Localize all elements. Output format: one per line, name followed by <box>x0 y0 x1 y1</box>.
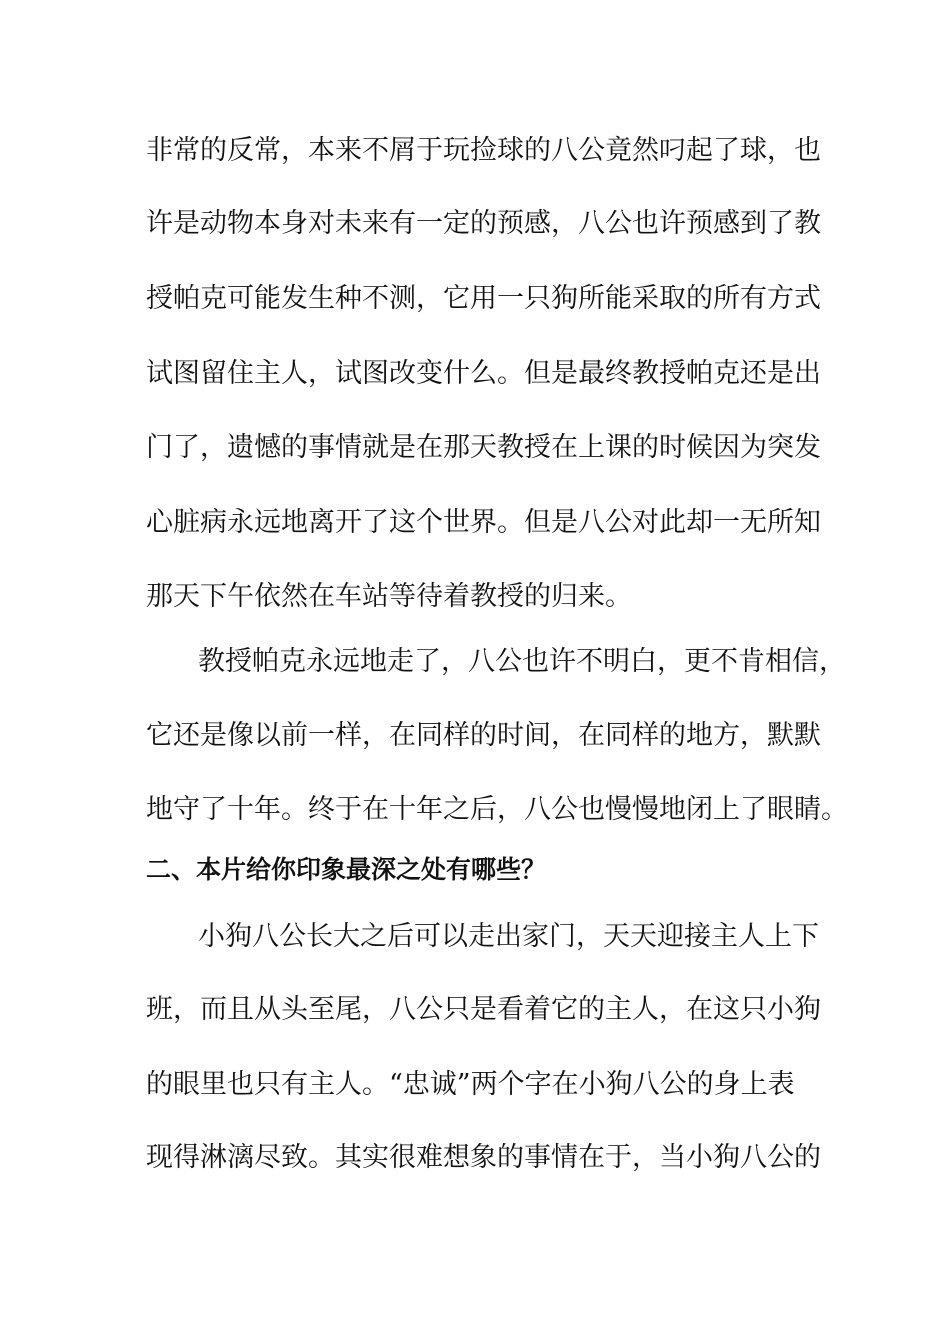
paragraph-first-line: 教授帕克永远地走了，八公也许不明白，更不肯相信， <box>198 646 846 677</box>
section-heading: 二、本片给你印象最深之处有哪些？ <box>146 855 547 884</box>
text-line: 那天下午依然在车站等待着教授的归来。 <box>146 581 632 612</box>
text-line: 授帕克可能发生种不测，它用一只狗所能采取的所有方式 <box>146 283 821 314</box>
text-line: 的眼里也只有主人。“忠诚”两个字在小狗八公的身上表 <box>146 1069 795 1100</box>
text-line: 它还是像以前一样，在同样的时间，在同样的地方，默默 <box>146 720 821 751</box>
text-line: 非常的反常，本来不屑于玩捡球的八公竟然叼起了球，也 <box>146 135 821 166</box>
text-line: 现得淋漓尽致。其实很难想象的事情在于，当小狗八公的 <box>146 1142 821 1173</box>
paragraph-first-line: 小狗八公长大之后可以走出家门，天天迎接主人上下 <box>198 921 819 952</box>
text-line: 心脏病永远地离开了这个世界。但是八公对此却一无所知 <box>146 507 821 538</box>
text-line: 门了，遗憾的事情就是在那天教授在上课的时候因为突发 <box>146 432 821 463</box>
text-line: 班，而且从头至尾，八公只是看着它的主人，在这只小狗 <box>146 994 821 1025</box>
text-line: 许是动物本身对未来有一定的预感，八公也许预感到了教 <box>146 208 821 239</box>
text-line: 试图留住主人，试图改变什么。但是最终教授帕克还是出 <box>146 358 821 389</box>
text-line: 地守了十年。终于在十年之后，八公也慢慢地闭上了眼睛。 <box>146 794 848 825</box>
